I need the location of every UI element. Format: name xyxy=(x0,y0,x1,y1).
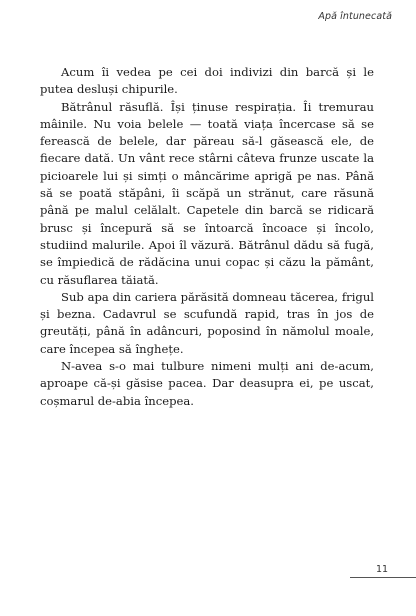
folio-rule xyxy=(350,577,416,578)
paragraph: Bătrânul răsuflă. Își ținuse respirația. Îi tremurau mâinile. Nu voia belele — toată viața încercase să se ferească de belele, dar păreau să-l găsească ele, de fiecare dată. Un vânt rece stârni câteva frunze uscate la picioarele lui și simți o mâncărime aprigă pe nas. Până să se poată stăpâni, îi scăpă un strănut, care răsună până pe malul celălalt. Capetele din barcă se ridicară brusc și începură să se întoarcă încoace și încolo, studiind malurile. Apoi îl văzură. Bătrânul dădu să fugă, se împiedică de rădăcina unui copac și căzu la pământ, cu răsuflarea tăiată. xyxy=(40,99,374,287)
paragraph: Sub apa din cariera părăsită domneau tăcerea, frigul și bezna. Cadavrul se scufundă rapid, tras în jos de greutăți, până în adâncuri, poposind în nămolul moale, care începea să înghețe. xyxy=(40,289,374,356)
running-head: Apă întunecată xyxy=(318,11,392,22)
page-number: 11 xyxy=(376,564,389,575)
paragraph: Acum îi vedea pe cei doi indivizi din barcă și le putea desluși chipurile. xyxy=(40,65,374,97)
paragraph: N-avea s-o mai tulbure nimeni mulți ani de-acum, aproape că-și găsise pacea. Dar deasupra ei, pe uscat, coșmarul de-abia începea. xyxy=(40,359,374,408)
body-text xyxy=(40,64,374,410)
